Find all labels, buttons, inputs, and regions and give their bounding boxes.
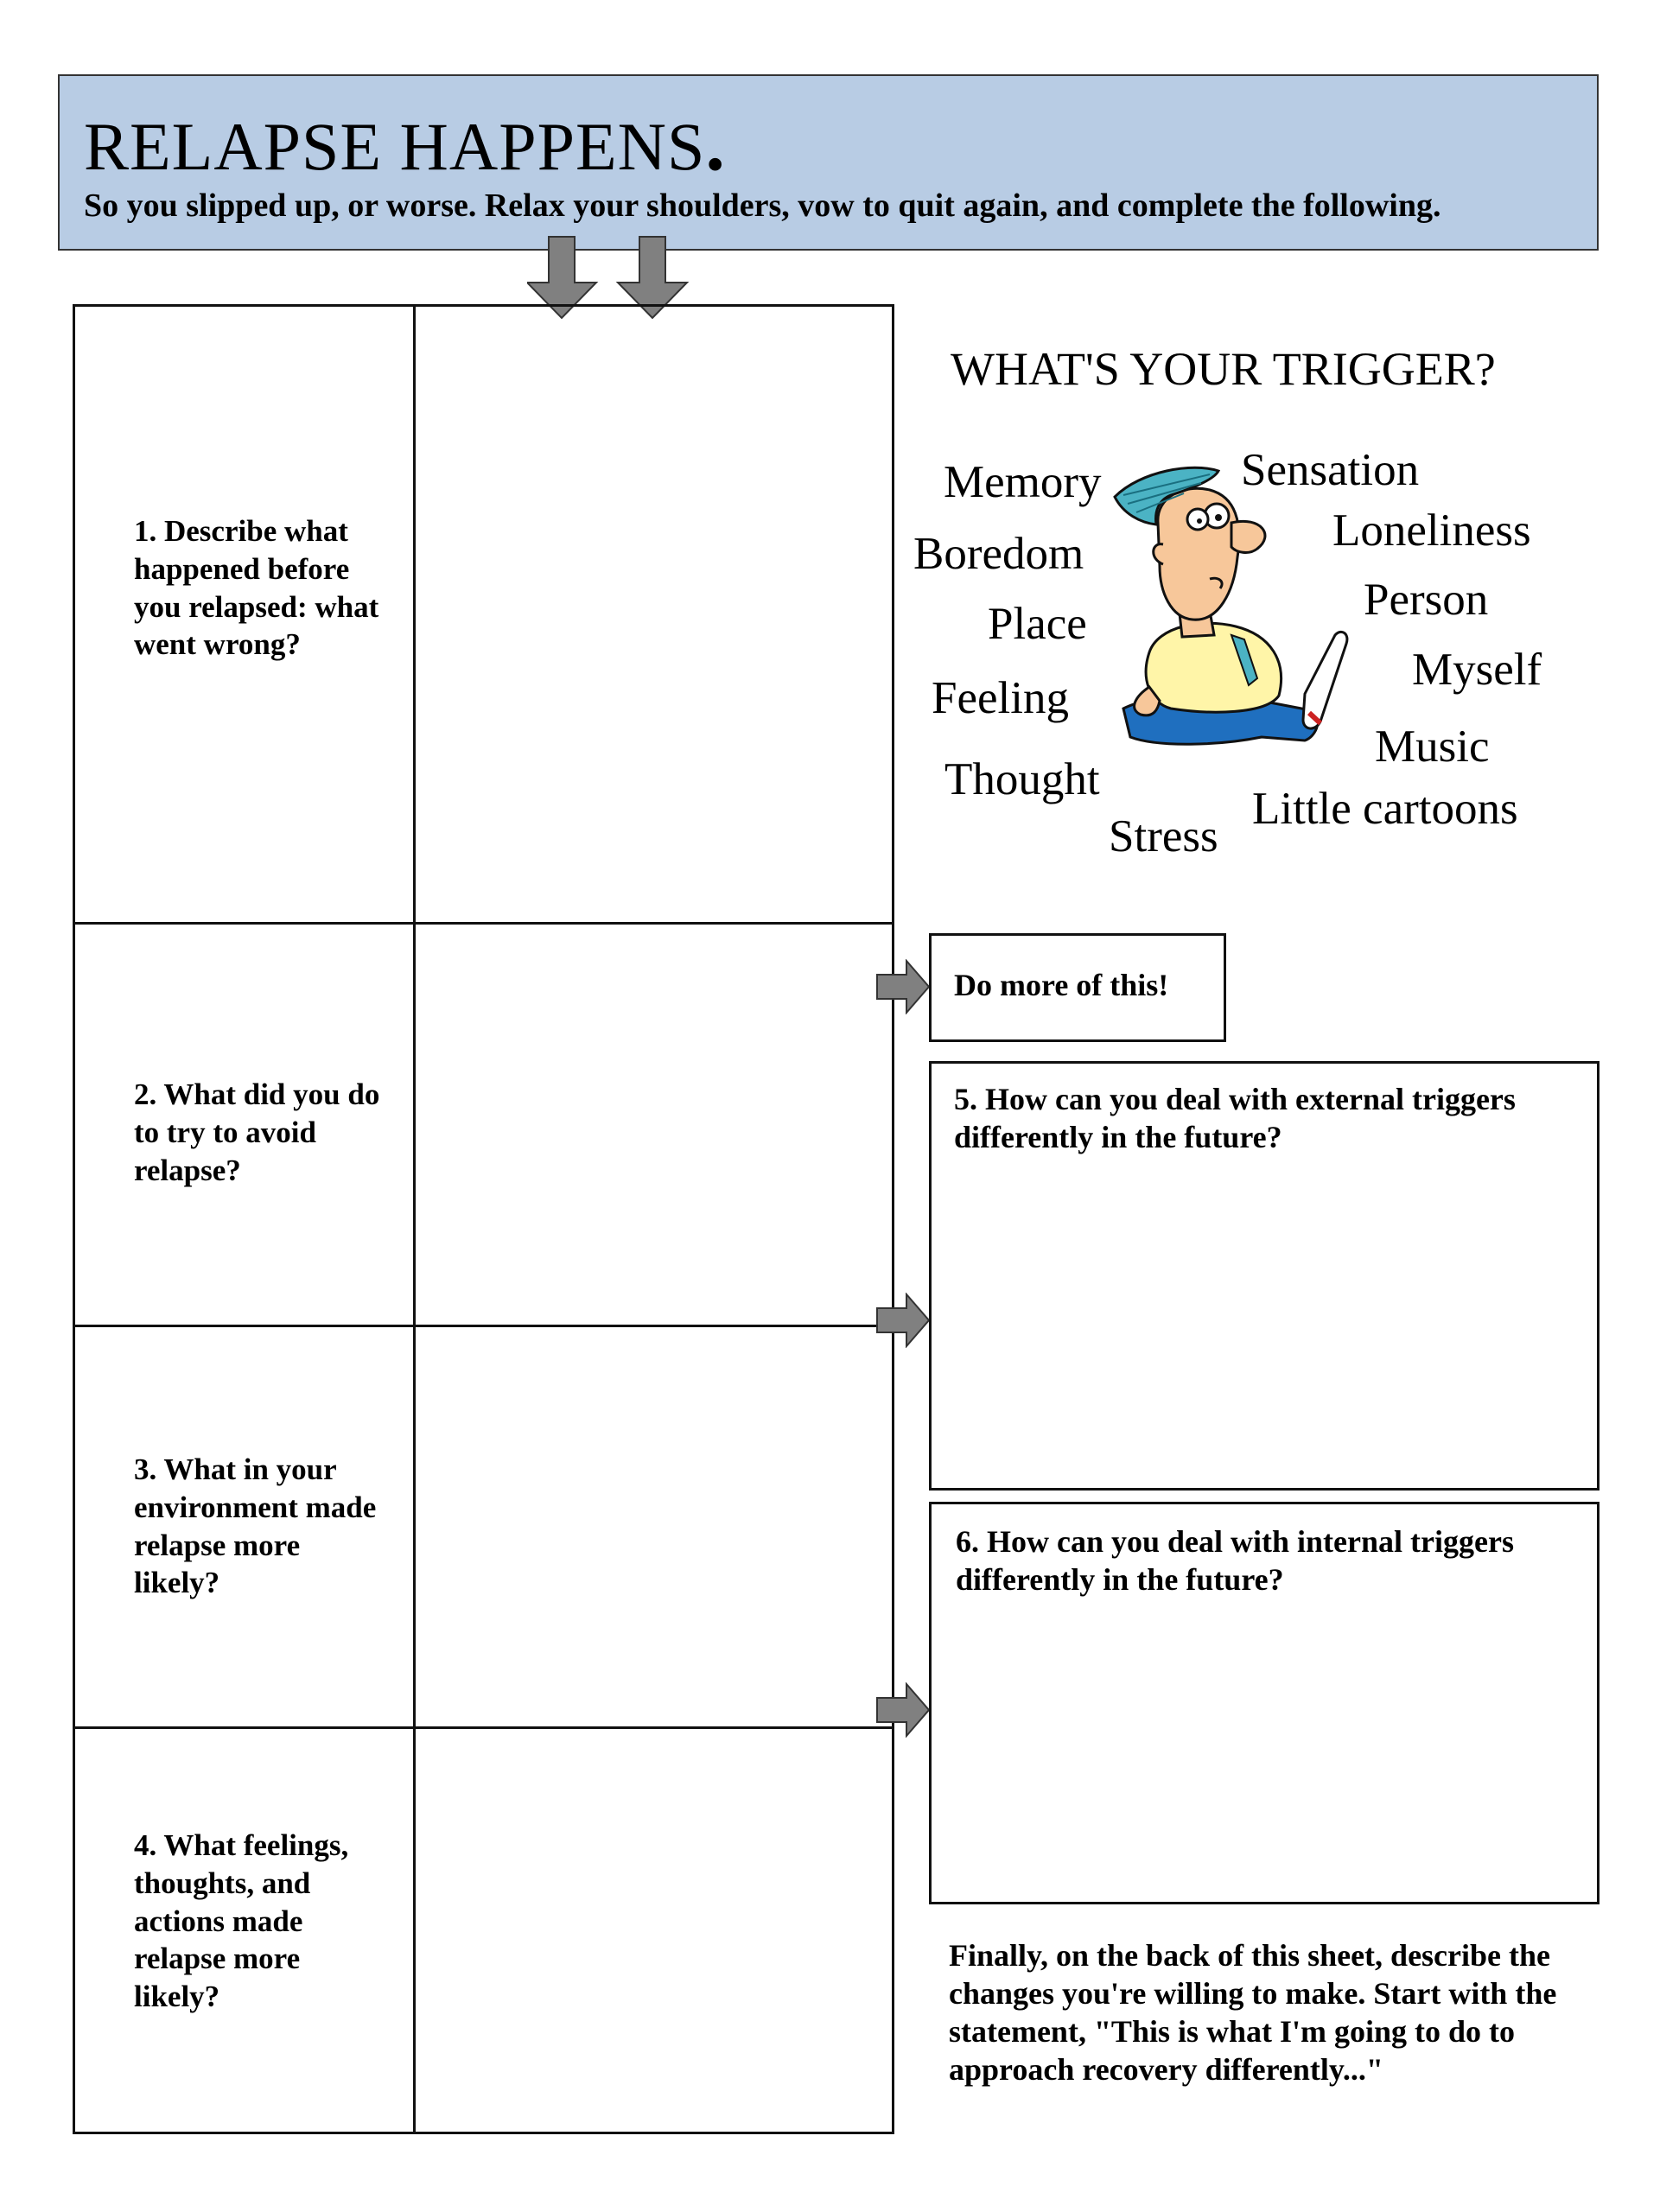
trigger-feeling: Feeling bbox=[932, 673, 1069, 723]
trigger-music: Music bbox=[1375, 721, 1490, 772]
do-more-text: Do more of this! bbox=[954, 968, 1169, 1002]
question-cell-4 bbox=[73, 1726, 416, 2134]
trigger-little-cartoons: Little cartoons bbox=[1252, 784, 1518, 834]
answer-cell-3[interactable] bbox=[413, 1325, 894, 1729]
do-more-box bbox=[929, 933, 1226, 1042]
q6-box[interactable] bbox=[929, 1502, 1600, 1904]
question-2-text: 2. What did you do to try to avoid relapse? bbox=[134, 1077, 380, 1187]
trigger-memory: Memory bbox=[944, 457, 1102, 507]
right-arrow-icon bbox=[875, 1682, 932, 1738]
trigger-place: Place bbox=[988, 599, 1087, 649]
answer-cell-4[interactable] bbox=[413, 1726, 894, 2134]
q5-text: 5. How can you deal with external triggers differently in the future? bbox=[954, 1082, 1516, 1154]
page-subtitle: So you slipped up, or worse. Relax your shoulders, vow to quit again, and complete the following. bbox=[84, 188, 1441, 224]
q6-text: 6. How can you deal with internal triggers differently in the future? bbox=[956, 1524, 1514, 1597]
trigger-stress: Stress bbox=[1109, 811, 1218, 861]
sitting-man-cartoon bbox=[1089, 462, 1383, 765]
q5-box[interactable] bbox=[929, 1061, 1600, 1491]
answer-cell-2[interactable] bbox=[413, 922, 894, 1327]
question-4-text: 4. What feelings, thoughts, and actions made relapse more likely? bbox=[134, 1828, 349, 2013]
trigger-myself: Myself bbox=[1412, 645, 1542, 695]
right-arrow-icon bbox=[875, 959, 932, 1014]
trigger-loneliness: Loneliness bbox=[1332, 505, 1531, 556]
trigger-title: WHAT'S YOUR TRIGGER? bbox=[951, 343, 1496, 395]
trigger-boredom: Boredom bbox=[913, 529, 1084, 579]
trigger-sensation: Sensation bbox=[1241, 445, 1420, 495]
title-period: . bbox=[705, 101, 726, 187]
question-cell-3 bbox=[73, 1325, 416, 1729]
right-arrow-icon bbox=[875, 1293, 932, 1348]
answer-cell-1[interactable] bbox=[413, 304, 894, 925]
question-3-text: 3. What in your environment made relapse more likely? bbox=[134, 1452, 377, 1600]
header-banner bbox=[58, 74, 1599, 251]
question-cell-1 bbox=[73, 304, 416, 925]
question-cell-2 bbox=[73, 922, 416, 1327]
trigger-person: Person bbox=[1364, 575, 1489, 625]
page-title: RELAPSE HAPPENS. bbox=[84, 101, 726, 187]
question-1-text: 1. Describe what happened before you relapsed: what went wrong? bbox=[134, 514, 379, 662]
trigger-thought: Thought bbox=[944, 754, 1100, 804]
final-instruction: Finally, on the back of this sheet, describe the changes you're willing to make. Start with the statement, "This is what I'm going to do to approach recovery differently..." bbox=[949, 1938, 1557, 2087]
